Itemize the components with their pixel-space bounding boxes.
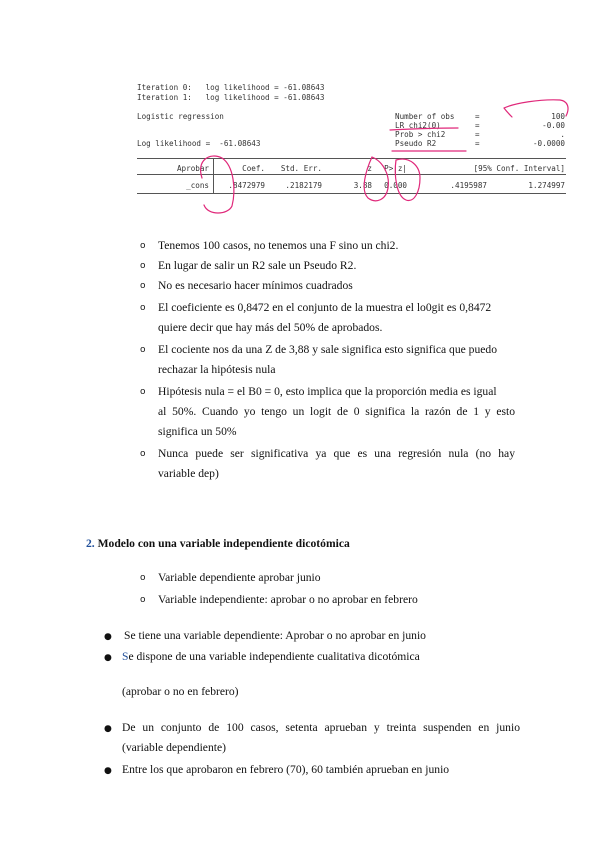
circle-bullet: o <box>140 345 146 355</box>
stat-eq: = <box>475 121 480 130</box>
stat-eq: = <box>475 112 480 121</box>
row-z: 3.88 <box>353 181 372 190</box>
stat-value: -0.0000 <box>532 139 565 148</box>
stat-label: Number of obs <box>395 112 455 121</box>
row-p: 0.000 <box>384 181 407 190</box>
paragraph: (aprobar o no en febrero) <box>122 685 239 698</box>
table-divider <box>213 158 214 193</box>
table-rule-mid <box>137 174 566 175</box>
row-ci-high: 1.274997 <box>528 181 565 190</box>
stat-label: LR chi2(0) <box>395 121 441 130</box>
stat-label: Pseudo R2 <box>395 139 437 148</box>
iteration-1: Iteration 1: log likelihood = -61.08643 <box>137 93 325 102</box>
col-header: Std. Err. <box>280 164 322 173</box>
table-rule-top <box>137 158 566 159</box>
section-heading <box>86 537 350 550</box>
log-likelihood: Log likelihood = -61.08643 <box>137 139 261 148</box>
regression-title: Logistic regression <box>137 112 224 121</box>
dot-bullet: ● <box>104 632 112 642</box>
section-number: 2. <box>86 537 95 550</box>
stat-value: . <box>560 130 565 139</box>
circle-bullet: o <box>140 261 146 271</box>
stata-output <box>137 80 567 212</box>
stat-label: Prob > chi2 <box>395 130 446 139</box>
dot-bullet: ● <box>104 766 112 776</box>
row-name: _cons <box>186 181 209 190</box>
stat-eq: = <box>475 130 480 139</box>
dot-bullet: ● <box>104 724 112 734</box>
stat-value: 100 <box>551 112 565 121</box>
col-header: z <box>367 164 372 173</box>
circle-bullet: o <box>140 241 146 251</box>
col-header: [95% Conf. Interval] <box>473 164 565 173</box>
col-header: Coef. <box>242 164 265 173</box>
table-rule-bottom <box>137 193 566 194</box>
circle-bullet: o <box>140 387 146 397</box>
stat-value: -0.00 <box>542 121 565 130</box>
col-header: P>|z| <box>384 164 407 173</box>
col-header: Aprobar <box>176 164 209 173</box>
circle-bullet: o <box>140 303 146 313</box>
dot-bullet: ● <box>104 653 112 663</box>
circle-bullet: o <box>140 573 146 583</box>
circle-bullet: o <box>140 449 146 459</box>
row-ci-low: .4195987 <box>450 181 487 190</box>
circle-bullet: o <box>140 281 146 291</box>
stat-eq: = <box>475 139 480 148</box>
row-se: .2182179 <box>285 181 322 190</box>
iteration-0: Iteration 0: log likelihood = -61.08643 <box>137 83 325 92</box>
row-coef: .8472979 <box>228 181 265 190</box>
section-title: Modelo con una variable independiente dicotómica <box>97 537 350 550</box>
circle-bullet: o <box>140 595 146 605</box>
